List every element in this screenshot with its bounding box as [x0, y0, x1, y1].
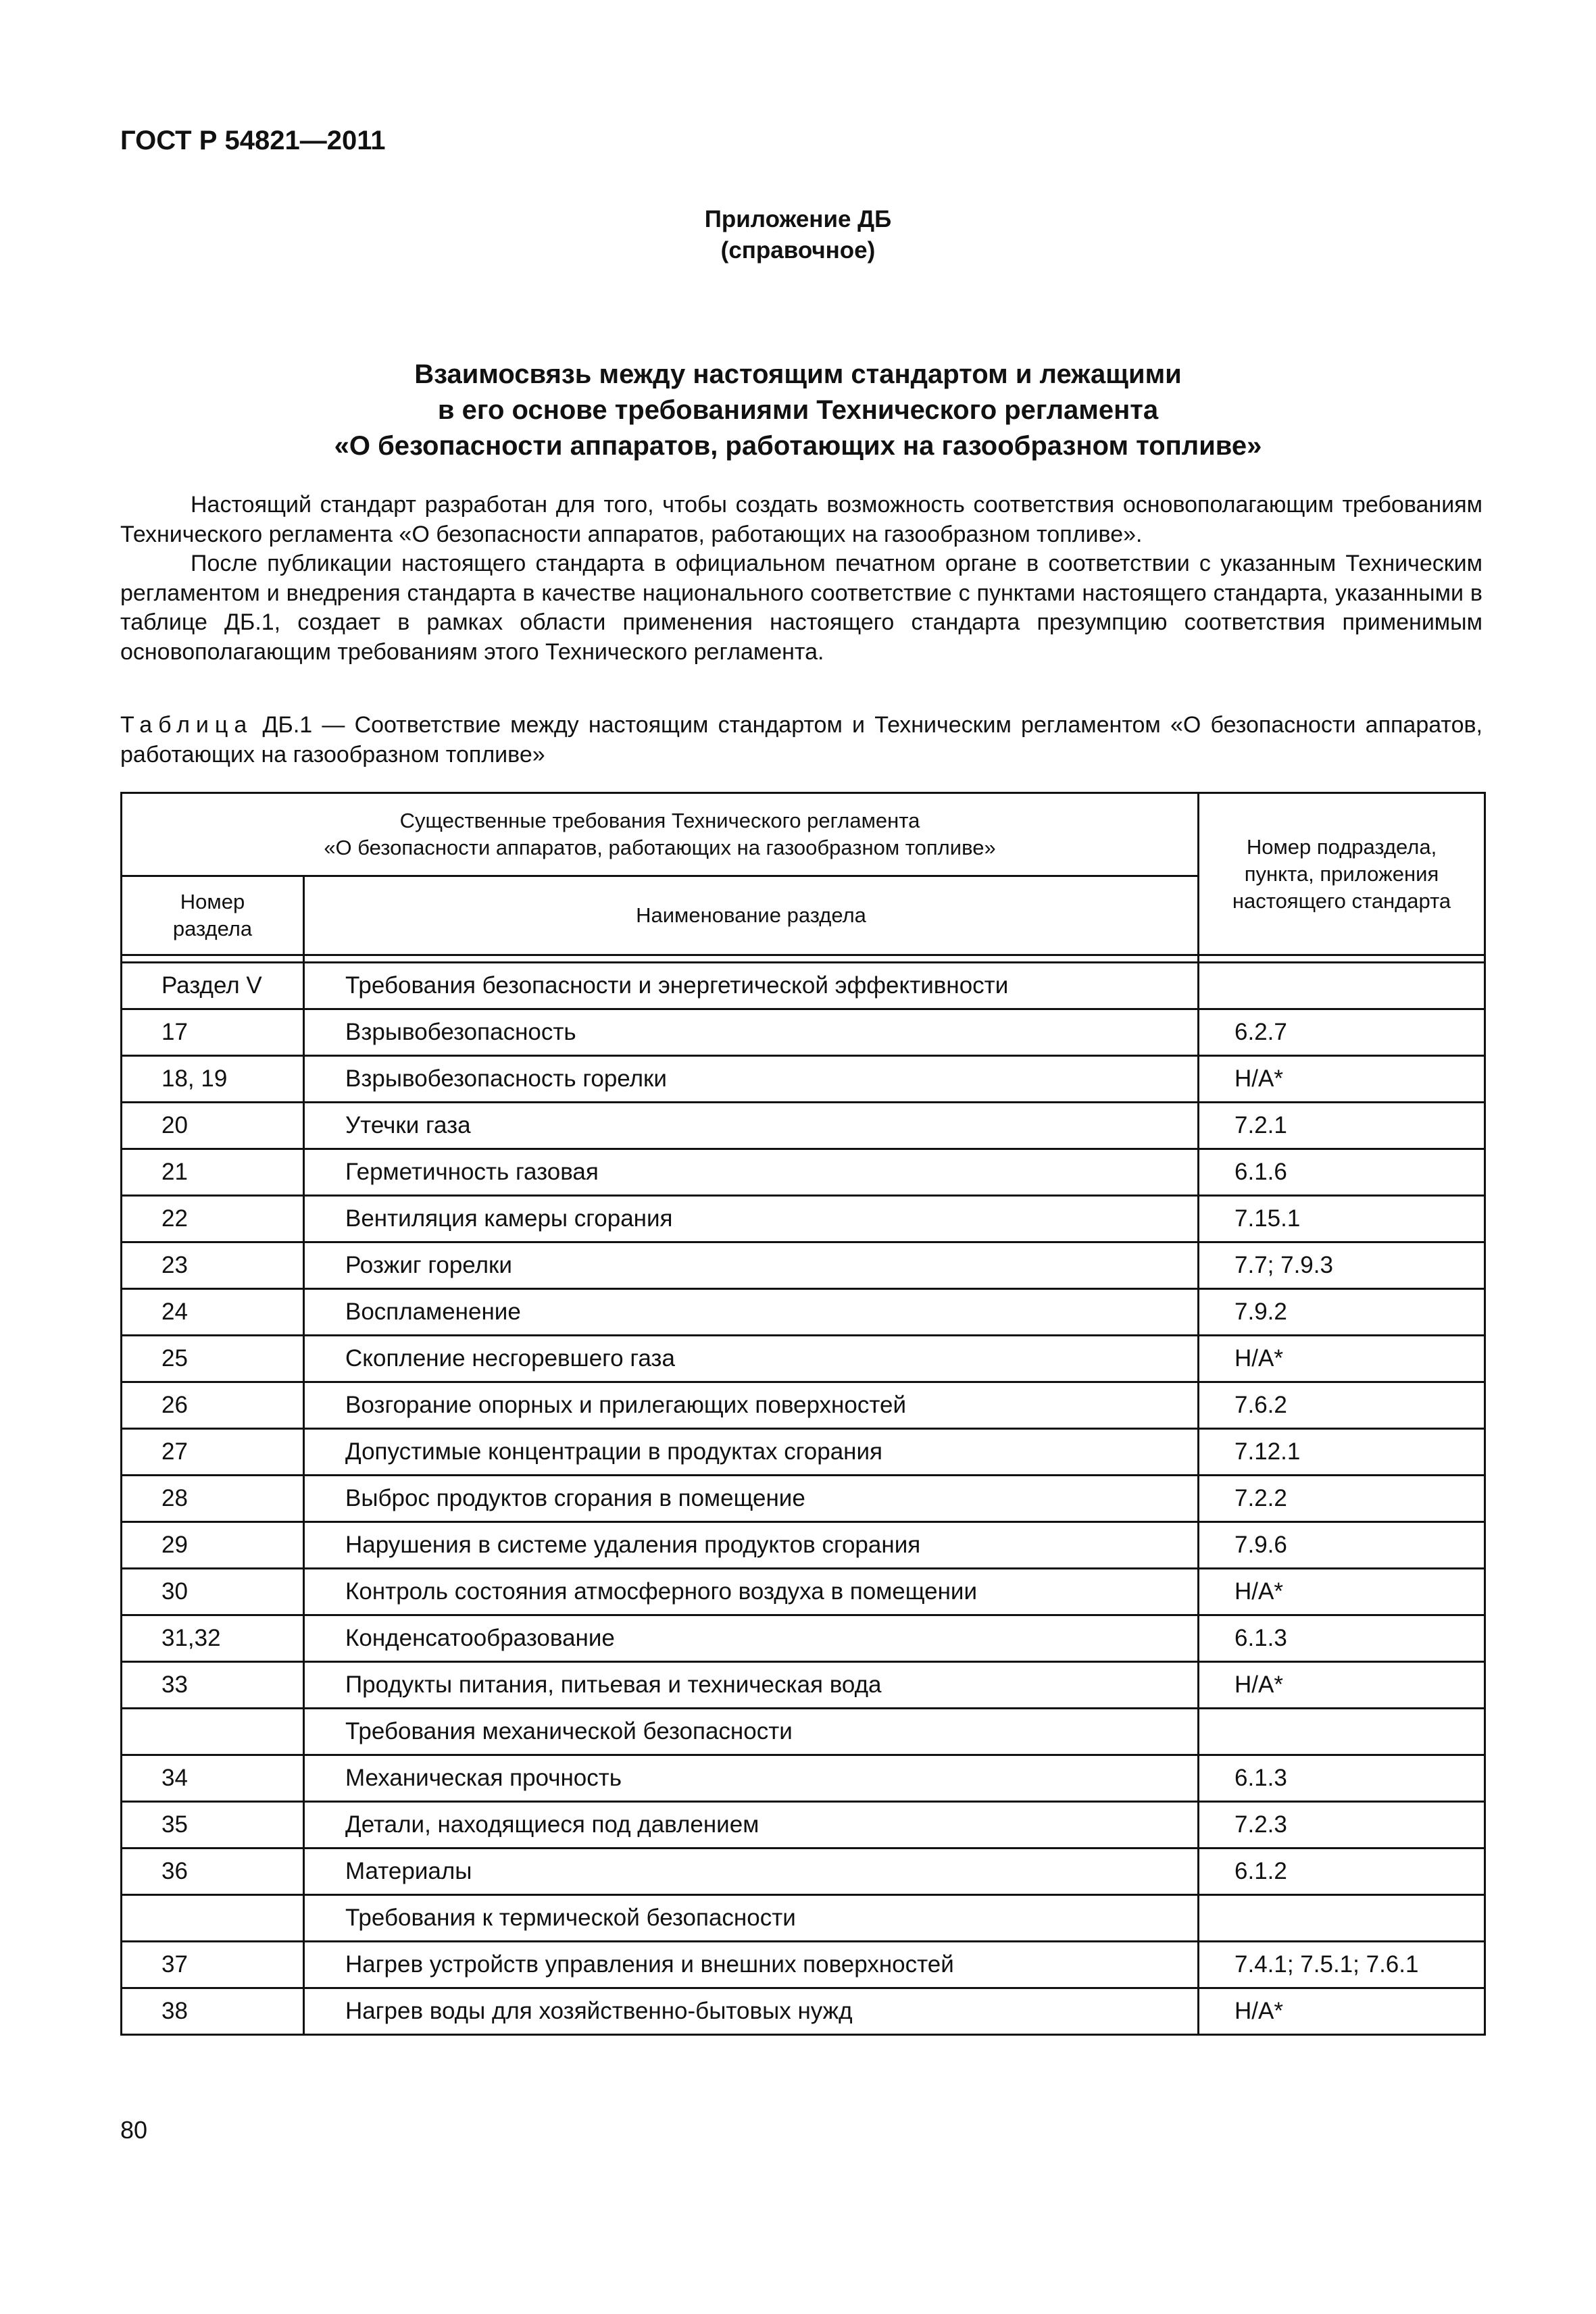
cell-section-name: Продукты питания, питьевая и техническая вода	[304, 1662, 1199, 1709]
title-line-1: Взаимосвязь между настоящим стандартом и лежащими	[414, 359, 1182, 389]
cell-section-number: 34	[122, 1755, 304, 1802]
table-row	[122, 1662, 1485, 1709]
title-line-2: в его основе требованиями Технического регламента	[437, 395, 1159, 425]
cell-section-name: Нагрев воды для хозяйственно-бытовых нужд	[304, 1988, 1199, 2035]
cell-standard-ref: 6.1.3	[1199, 1615, 1485, 1662]
table-row	[122, 1196, 1485, 1242]
cell-standard-ref: 7.9.6	[1199, 1522, 1485, 1569]
cell-standard-ref: Н/А*	[1199, 1569, 1485, 1615]
cell-section-number: 37	[122, 1942, 304, 1988]
table-caption	[120, 711, 1482, 770]
cell-standard-ref: Н/А*	[1199, 1056, 1485, 1103]
cell-section-name: Материалы	[304, 1848, 1199, 1895]
cell-section-name: Вентиляция камеры сгорания	[304, 1196, 1199, 1242]
cell-section-number: Раздел V	[122, 963, 304, 1009]
header-group-line-1: Существенные требования Технического регламента	[399, 809, 920, 832]
header-section-name: Наименование раздела	[304, 876, 1199, 955]
table-caption-text: ДБ.1 — Соответствие между настоящим стандартом и Техническим регламентом «О безопасности аппаратов, работающих на газообразном топливе»	[120, 712, 1482, 768]
cell-section-number: 29	[122, 1522, 304, 1569]
table-row	[122, 1149, 1485, 1196]
table-row	[122, 1103, 1485, 1149]
table-row	[122, 963, 1485, 1009]
cell-section-number: 27	[122, 1429, 304, 1476]
cell-standard-ref: 7.6.2	[1199, 1382, 1485, 1429]
cell-section-number: 31,32	[122, 1615, 304, 1662]
table-row	[122, 1336, 1485, 1382]
table-row	[122, 1848, 1485, 1895]
cell-section-name: Нагрев устройств управления и внешних поверхностей	[304, 1942, 1199, 1988]
header-ref-line-3: настоящего стандарта	[1232, 888, 1451, 913]
cell-section-name: Нарушения в системе удаления продуктов сгорания	[304, 1522, 1199, 1569]
title-line-3: «О безопасности аппаратов, работающих на газообразном топливе»	[334, 431, 1262, 461]
cell-section-number: 26	[122, 1382, 304, 1429]
cell-section-name: Контроль состояния атмосферного воздуха в помещении	[304, 1569, 1199, 1615]
table-row	[122, 1709, 1485, 1755]
cell-standard-ref	[1199, 1709, 1485, 1755]
cell-standard-ref: 7.2.3	[1199, 1802, 1485, 1848]
paragraph-1: Настоящий стандарт разработан для того, чтобы создать возможность соответствия основополагающим требованиям Технического регламента «О безопасности аппаратов, работающих на газообразном топливе».	[120, 492, 1482, 547]
header-col1-line-1: Номер	[180, 890, 245, 913]
table-row	[122, 1476, 1485, 1522]
cell-section-name: Взрывобезопасность горелки	[304, 1056, 1199, 1103]
table-body	[122, 963, 1485, 2035]
table-row	[122, 1522, 1485, 1569]
cell-standard-ref: 6.1.3	[1199, 1755, 1485, 1802]
cell-section-name: Требования механической безопасности	[304, 1709, 1199, 1755]
cell-section-number: 17	[122, 1009, 304, 1056]
header-standard-ref	[1199, 793, 1485, 955]
header-section-number	[122, 876, 304, 955]
cell-section-name: Утечки газа	[304, 1103, 1199, 1149]
cell-section-name: Взрывобезопасность	[304, 1009, 1199, 1056]
table-row	[122, 1895, 1485, 1942]
cell-standard-ref	[1199, 1895, 1485, 1942]
header-ref-line-1: Номер подраздела,	[1246, 834, 1437, 859]
cell-standard-ref	[1199, 963, 1485, 1009]
cell-standard-ref: 7.4.1; 7.5.1; 7.6.1	[1199, 1942, 1485, 1988]
cell-standard-ref: Н/А*	[1199, 1662, 1485, 1709]
table-row	[122, 1009, 1485, 1056]
table-row	[122, 1382, 1485, 1429]
table-row	[122, 1942, 1485, 1988]
document-code: ГОСТ Р 54821—2011	[120, 126, 386, 155]
cell-section-number: 23	[122, 1242, 304, 1289]
cell-section-number: 24	[122, 1289, 304, 1336]
cell-section-number: 38	[122, 1988, 304, 2035]
cell-section-number: 20	[122, 1103, 304, 1149]
cell-section-number: 28	[122, 1476, 304, 1522]
correspondence-table	[120, 792, 1486, 2036]
cell-section-number: 30	[122, 1569, 304, 1615]
header-separator	[122, 955, 1485, 963]
cell-standard-ref: Н/А*	[1199, 1336, 1485, 1382]
cell-section-number: 18, 19	[122, 1056, 304, 1103]
table-row	[122, 1755, 1485, 1802]
cell-section-name: Допустимые концентрации в продуктах сгорания	[304, 1429, 1199, 1476]
cell-standard-ref: 7.9.2	[1199, 1289, 1485, 1336]
cell-section-number: 36	[122, 1848, 304, 1895]
table-row	[122, 1056, 1485, 1103]
cell-standard-ref: 6.1.6	[1199, 1149, 1485, 1196]
cell-section-name: Выброс продуктов сгорания в помещение	[304, 1476, 1199, 1522]
table-row	[122, 1429, 1485, 1476]
cell-section-number	[122, 1895, 304, 1942]
cell-section-name: Розжиг горелки	[304, 1242, 1199, 1289]
cell-standard-ref: Н/А*	[1199, 1988, 1485, 2035]
appendix-label: Приложение ДБ	[704, 206, 892, 232]
cell-section-name: Воспламенение	[304, 1289, 1199, 1336]
table-row	[122, 1289, 1485, 1336]
table-row	[122, 1242, 1485, 1289]
cell-section-number: 35	[122, 1802, 304, 1848]
cell-section-number: 25	[122, 1336, 304, 1382]
cell-standard-ref: 7.2.2	[1199, 1476, 1485, 1522]
table-row	[122, 1802, 1485, 1848]
cell-section-number: 21	[122, 1149, 304, 1196]
appendix-type: (справочное)	[720, 237, 876, 263]
table-row	[122, 1569, 1485, 1615]
page-number: 80	[120, 2116, 148, 2144]
cell-standard-ref: 7.15.1	[1199, 1196, 1485, 1242]
cell-section-name: Скопление несгоревшего газа	[304, 1336, 1199, 1382]
cell-standard-ref: 7.2.1	[1199, 1103, 1485, 1149]
header-group	[122, 793, 1199, 876]
cell-standard-ref: 6.1.2	[1199, 1848, 1485, 1895]
cell-section-name: Возгорание опорных и прилегающих поверхностей	[304, 1382, 1199, 1429]
cell-standard-ref: 7.12.1	[1199, 1429, 1485, 1476]
cell-section-name: Детали, находящиеся под давлением	[304, 1802, 1199, 1848]
cell-section-number: 33	[122, 1662, 304, 1709]
cell-section-number: 22	[122, 1196, 304, 1242]
paragraph-2: После публикации настоящего стандарта в официальном печатном органе в соответствии с указанным Техническим регламентом и внедрения стандарта в качестве национального соответствие с пунктами настоящего стандарта, указанными в таблице ДБ.1, создает в рамках области применения настоящего стандарта презумпцию соответствия применимым основополагающим требованиям этого Технического регламента.	[120, 551, 1482, 665]
cell-standard-ref: 7.7; 7.9.3	[1199, 1242, 1485, 1289]
table-row	[122, 1988, 1485, 2035]
table-row	[122, 1615, 1485, 1662]
cell-standard-ref: 6.2.7	[1199, 1009, 1485, 1056]
cell-section-number	[122, 1709, 304, 1755]
cell-section-name: Требования безопасности и энергетической эффективности	[304, 963, 1199, 1009]
table-caption-prefix: Таблица	[120, 712, 253, 738]
section-title	[203, 357, 1393, 464]
cell-section-name: Герметичность газовая	[304, 1149, 1199, 1196]
header-col1-line-2: раздела	[172, 917, 253, 940]
cell-section-name: Конденсатообразование	[304, 1615, 1199, 1662]
header-group-line-2: «О безопасности аппаратов, работающих на газообразном топливе»	[324, 836, 996, 859]
cell-section-name: Механическая прочность	[304, 1755, 1199, 1802]
header-ref-line-2: пункта, приложения	[1244, 861, 1439, 886]
cell-section-name: Требования к термической безопасности	[304, 1895, 1199, 1942]
